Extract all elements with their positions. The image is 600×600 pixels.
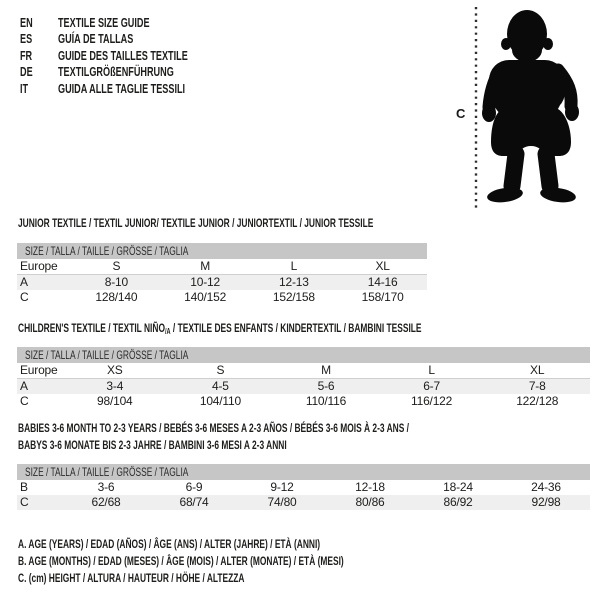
table-cell: 158/170 (361, 290, 404, 304)
table-cell: 5-6 (273, 379, 379, 395)
lang-label: TEXTILE SIZE GUIDE (58, 15, 150, 30)
table-cell: XS (62, 363, 168, 379)
row-label: A (17, 379, 62, 395)
table-cell: 12-18 (355, 480, 385, 494)
table-row (17, 290, 427, 305)
lang-row-fr (20, 48, 243, 64)
table-cell: 116/122 (411, 394, 453, 408)
table-cell: 3-6 (97, 480, 115, 494)
babies-table-section (17, 464, 590, 510)
footnote-a: A. AGE (YEARS) / EDAD (AÑOS) / ÂGE (ANS) / ALTER (JAHRE) / ETÀ (ANNI) (18, 537, 321, 551)
height-label: C (456, 106, 466, 121)
junior-table-title: JUNIOR TEXTILE / TEXTIL JUNIOR/ TEXTILE JUNIOR / JUNIORTEXTIL / JUNIOR TESSILE (18, 216, 374, 230)
table-row (17, 480, 590, 495)
lang-row-en (20, 15, 243, 31)
height-figure (450, 4, 600, 211)
size-table-grid (17, 363, 590, 409)
table-row (17, 495, 590, 510)
table-cell: 86/92 (414, 495, 502, 510)
table-cell: 12-13 (250, 275, 339, 291)
table-row (17, 394, 590, 409)
row-label: A (17, 275, 72, 291)
lang-code: DE (20, 64, 33, 80)
table-cell: 3-4 (62, 379, 168, 395)
lang-label: TEXTILGRÖßENFÜHRUNG (58, 64, 174, 80)
table-cell: S (168, 363, 274, 379)
footnote-c: C. (cm) HEIGHT / ALTURA / HAUTEUR / HÖHE / ALTEZZA (18, 571, 245, 585)
row-label: C (20, 394, 29, 408)
table-cell: 80/86 (326, 495, 414, 510)
baby-silhouette-icon (482, 10, 579, 204)
lang-code: ES (20, 31, 33, 47)
table-row (17, 275, 427, 291)
table-cell: 140/152 (184, 290, 227, 304)
table-cell: 74/80 (238, 495, 326, 510)
lang-label: GUÍA DE TALLAS (58, 31, 134, 47)
footnote-b: B. AGE (MONTHS) / EDAD (MESES) / ÂGE (MOIS) / ALTER (MONATE) / ETÀ (MESI) (18, 554, 344, 568)
table-cell: L (250, 259, 339, 275)
table-cell: 62/68 (62, 495, 150, 510)
size-header-bar: SIZE / TALLA / TAILLE / GRÖSSE / TAGLIA (17, 243, 427, 259)
table-cell: 14-16 (338, 275, 427, 291)
table-cell: 6-7 (379, 379, 485, 395)
table-cell: 7-8 (484, 379, 590, 395)
lang-row-es (20, 31, 243, 47)
footnotes (18, 536, 483, 587)
babies-table-title: BABIES 3-6 MONTH TO 2-3 YEARS / BEBÉS 3-6 MESES A 2-3 AÑOS / BÉBÉS 3-6 MOIS À 2-3 ANS / BABYS 3-6 MONATE BIS 2-3 JAHRE / BAMBINI 3-6 MESI A 2-3 ANNI (18, 421, 410, 452)
table-cell: XL (338, 259, 427, 275)
table-cell: 98/104 (97, 394, 133, 408)
row-label: C (20, 290, 29, 304)
children-table-title: CHILDREN'S TEXTILE / TEXTIL $NIÑO_{/A}$ / TEXTILE DES ENFANTS / KINDERTEXTIL / BAMBINI TESSILE (18, 321, 422, 336)
size-table-grid (17, 259, 427, 305)
table-cell: M (161, 259, 250, 275)
table-cell: 122/128 (516, 394, 559, 408)
size-table-grid (17, 480, 590, 510)
size-header-bar: SIZE / TALLA / TAILLE / GRÖSSE / TAGLIA (17, 347, 590, 363)
table-cell: 4-5 (168, 379, 274, 395)
children-table-section (17, 347, 590, 409)
table-cell: M (273, 363, 379, 379)
lang-code: IT (20, 80, 29, 96)
row-label: Europe (17, 259, 72, 275)
lang-code: EN (20, 15, 33, 30)
row-label: Europe (17, 363, 62, 379)
row-label: B (20, 480, 28, 494)
table-cell: 110/116 (305, 394, 347, 408)
babies-size-table (17, 480, 590, 510)
table-cell: 18-24 (443, 480, 473, 494)
children-size-table (17, 363, 590, 409)
table-cell: 104/110 (199, 394, 241, 408)
table-cell: 10-12 (161, 275, 250, 291)
table-row (17, 379, 590, 395)
table-cell: L (379, 363, 485, 379)
table-row (17, 363, 590, 379)
table-cell: 152/158 (272, 290, 315, 304)
table-cell: 68/74 (150, 495, 238, 510)
lang-row-it (20, 81, 243, 97)
language-guide-list (20, 15, 243, 97)
lang-label: GUIDA ALLE TAGLIE TESSILI (58, 80, 186, 96)
table-cell: 128/140 (95, 290, 138, 304)
table-cell: 6-9 (185, 480, 203, 494)
table-cell: 8-10 (72, 275, 161, 291)
table-cell: XL (484, 363, 590, 379)
size-header-bar: SIZE / TALLA / TAILLE / GRÖSSE / TAGLIA (17, 464, 590, 480)
table-row (17, 259, 427, 275)
lang-row-de (20, 64, 243, 80)
junior-table-section (17, 243, 427, 305)
junior-size-table (17, 259, 427, 305)
table-cell: 24-36 (531, 480, 561, 494)
row-label: C (17, 495, 62, 510)
table-cell: 9-12 (270, 480, 294, 494)
lang-label: GUIDE DES TAILLES TEXTILE (58, 47, 188, 63)
lang-code: FR (20, 47, 33, 63)
table-cell: S (72, 259, 161, 275)
table-cell: 92/98 (502, 495, 590, 510)
